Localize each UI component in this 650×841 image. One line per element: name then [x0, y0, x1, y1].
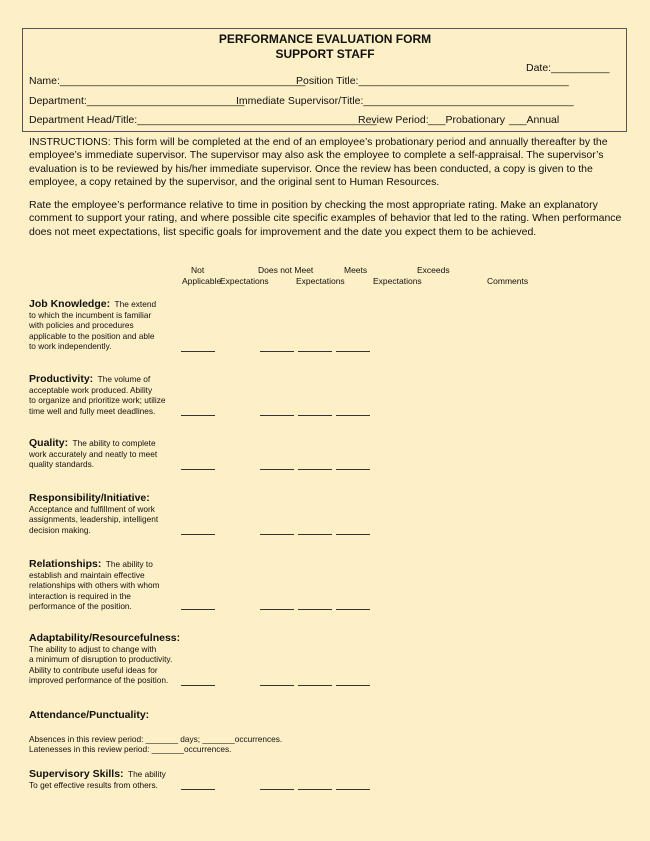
category-title: Quality: [29, 437, 69, 449]
rating-blank-meets[interactable] [298, 351, 332, 352]
category-title: Supervisory Skills: [29, 768, 124, 780]
probationary-option[interactable]: ___Probationary [428, 114, 506, 126]
absences-field[interactable]: Absences in this review period: _______ days; _______occurrences. [29, 734, 283, 744]
col-does-not-meet-line2: Expectations [220, 276, 269, 286]
category-title: Responsibility/Initiative: [29, 492, 150, 504]
col-comments: Comments [487, 276, 529, 286]
rating-blank-not-applicable[interactable] [181, 609, 215, 610]
category-desc-inline: The extend [114, 299, 157, 309]
rating-blank-does-not-meet[interactable] [260, 534, 294, 535]
category-desc-line: decision making. [29, 524, 91, 535]
rating-blank-does-not-meet[interactable] [260, 351, 294, 352]
rating-blank-does-not-meet[interactable] [260, 685, 294, 686]
category-quality [29, 437, 179, 470]
category-productivity [29, 373, 179, 416]
rating-blank-meets[interactable] [298, 789, 332, 790]
category-desc-line: to work independently. [29, 341, 112, 352]
category-desc-inline: The ability to [105, 559, 153, 569]
category-adaptability-resourcefulness [29, 632, 189, 686]
category-desc-line: Ability to contribute useful ideas for [29, 664, 158, 675]
category-desc-line: relationships with others with whom [29, 580, 160, 591]
position-title-field[interactable]: Position Title:____________________________________ [296, 75, 569, 87]
rating-blank-exceeds[interactable] [336, 351, 370, 352]
category-desc-line: with policies and procedures [29, 320, 134, 331]
category-desc-line: Acceptance and fulfillment of work [29, 503, 155, 514]
date-field[interactable]: Date:__________ [526, 62, 610, 74]
category-desc-line: work accurately and neatly to meet [29, 448, 158, 459]
category-desc-inline: The volume of [97, 374, 151, 384]
immediate-supervisor-field[interactable]: Immediate Supervisor/Title:____________________________________ [236, 95, 574, 107]
category-desc-line: performance of the position. [29, 601, 132, 612]
category-desc-line: quality standards. [29, 459, 95, 470]
category-desc-line: applicable to the position and able [29, 330, 155, 341]
rating-blank-meets[interactable] [298, 609, 332, 610]
category-title: Relationships: [29, 558, 102, 570]
col-does-not-meet-line1: Does not Meet [258, 265, 314, 275]
rating-instructions-paragraph: Rate the employee’s performance relative to time in position by checking the most appropriate rating. Make an explanatory comment to support your rating, and where possible cite specific examples of behavior that led to the rating. When performance does not meet expectations, list specific goals for improvement and the date you expect them to be achieved. [29, 199, 622, 238]
rating-blank-not-applicable[interactable] [181, 534, 215, 535]
col-exceeds-line2: Expectations [373, 276, 422, 286]
category-title: Adaptability/Resourcefulness: [29, 632, 181, 644]
rating-blank-exceeds[interactable] [336, 469, 370, 470]
rating-blank-exceeds[interactable] [336, 609, 370, 610]
rating-blank-not-applicable[interactable] [181, 351, 215, 352]
category-desc-inline: The ability to complete [72, 438, 156, 448]
category-job-knowledge [29, 298, 179, 352]
form-title: PERFORMANCE EVALUATION FORM [218, 32, 432, 46]
rating-blank-exceeds[interactable] [336, 789, 370, 790]
rating-blank-meets[interactable] [298, 469, 332, 470]
rating-blank-exceeds[interactable] [336, 415, 370, 416]
category-desc-line: The ability to adjust to change with [29, 643, 157, 654]
form-subtitle: SUPPORT STAFF [275, 47, 375, 61]
category-responsibility-initiative [29, 492, 179, 535]
review-period-label: Review Period: [358, 114, 429, 126]
latenesses-field[interactable]: Latenesses in this review period: _______occurrences. [29, 744, 232, 754]
rating-blank-meets[interactable] [298, 685, 332, 686]
rating-blank-exceeds[interactable] [336, 685, 370, 686]
category-title: Job Knowledge: [29, 298, 111, 310]
rating-blank-not-applicable[interactable] [181, 789, 215, 790]
rating-blank-does-not-meet[interactable] [260, 789, 294, 790]
category-desc-line: improved performance of the position. [29, 675, 169, 686]
rating-blank-does-not-meet[interactable] [260, 609, 294, 610]
col-not-applicable-line1: Not [191, 265, 205, 275]
col-meets-line1: Meets [344, 265, 368, 275]
rating-blank-meets[interactable] [298, 415, 332, 416]
instructions-paragraph: INSTRUCTIONS: This form will be completed at the end of an employee’s probationary period and annually thereafter by the employee’s immediate supervisor. The supervisor may also ask the employee to complete a self-appraisal. The supervisor’s evaluation is to be reviewed by his/her immediate supervisor. Once the review has been conducted, a copy is given to the employee, a copy retained by the supervisor, and the original sent to Human Resources. [29, 136, 608, 188]
category-supervisory-skills [29, 768, 179, 790]
rating-blank-does-not-meet[interactable] [260, 469, 294, 470]
col-exceeds-line1: Exceeds [417, 265, 450, 275]
category-desc-inline: The ability [128, 769, 166, 779]
name-field[interactable]: Name:__________________________________________ [29, 75, 306, 87]
rating-blank-not-applicable[interactable] [181, 415, 215, 416]
category-relationships [29, 558, 179, 612]
rating-blank-meets[interactable] [298, 534, 332, 535]
rating-blank-not-applicable[interactable] [181, 685, 215, 686]
department-field[interactable]: Department:___________________________ [29, 95, 245, 107]
category-desc-line: assignments, leadership, intelligent [29, 514, 159, 525]
rating-blank-not-applicable[interactable] [181, 469, 215, 470]
category-desc-line: establish and maintain effective [29, 569, 145, 580]
category-desc-line: acceptable work produced. Ability [29, 384, 153, 395]
category-desc-line: To get effective results from others. [29, 779, 158, 790]
col-meets-line2: Expectations [296, 276, 345, 286]
category-desc-line: to which the incumbent is familiar [29, 309, 152, 320]
category-desc-line: to organize and prioritize work; utilize [29, 395, 166, 406]
rating-blank-exceeds[interactable] [336, 534, 370, 535]
annual-option[interactable]: ___Annual [509, 114, 560, 126]
rating-blank-does-not-meet[interactable] [260, 415, 294, 416]
category-desc-line: a minimum of disruption to productivity. [29, 654, 173, 665]
category-desc-line: interaction is required in the [29, 590, 131, 601]
department-head-field[interactable]: Department Head/Title:_________________________________________ [29, 114, 377, 126]
category-desc-line: time well and fully meet deadlines. [29, 405, 156, 416]
col-not-applicable-line2: Applicable [182, 276, 222, 286]
category-title: Productivity: [29, 373, 94, 385]
category-attendance-punctuality: Attendance/Punctuality: [29, 709, 150, 721]
